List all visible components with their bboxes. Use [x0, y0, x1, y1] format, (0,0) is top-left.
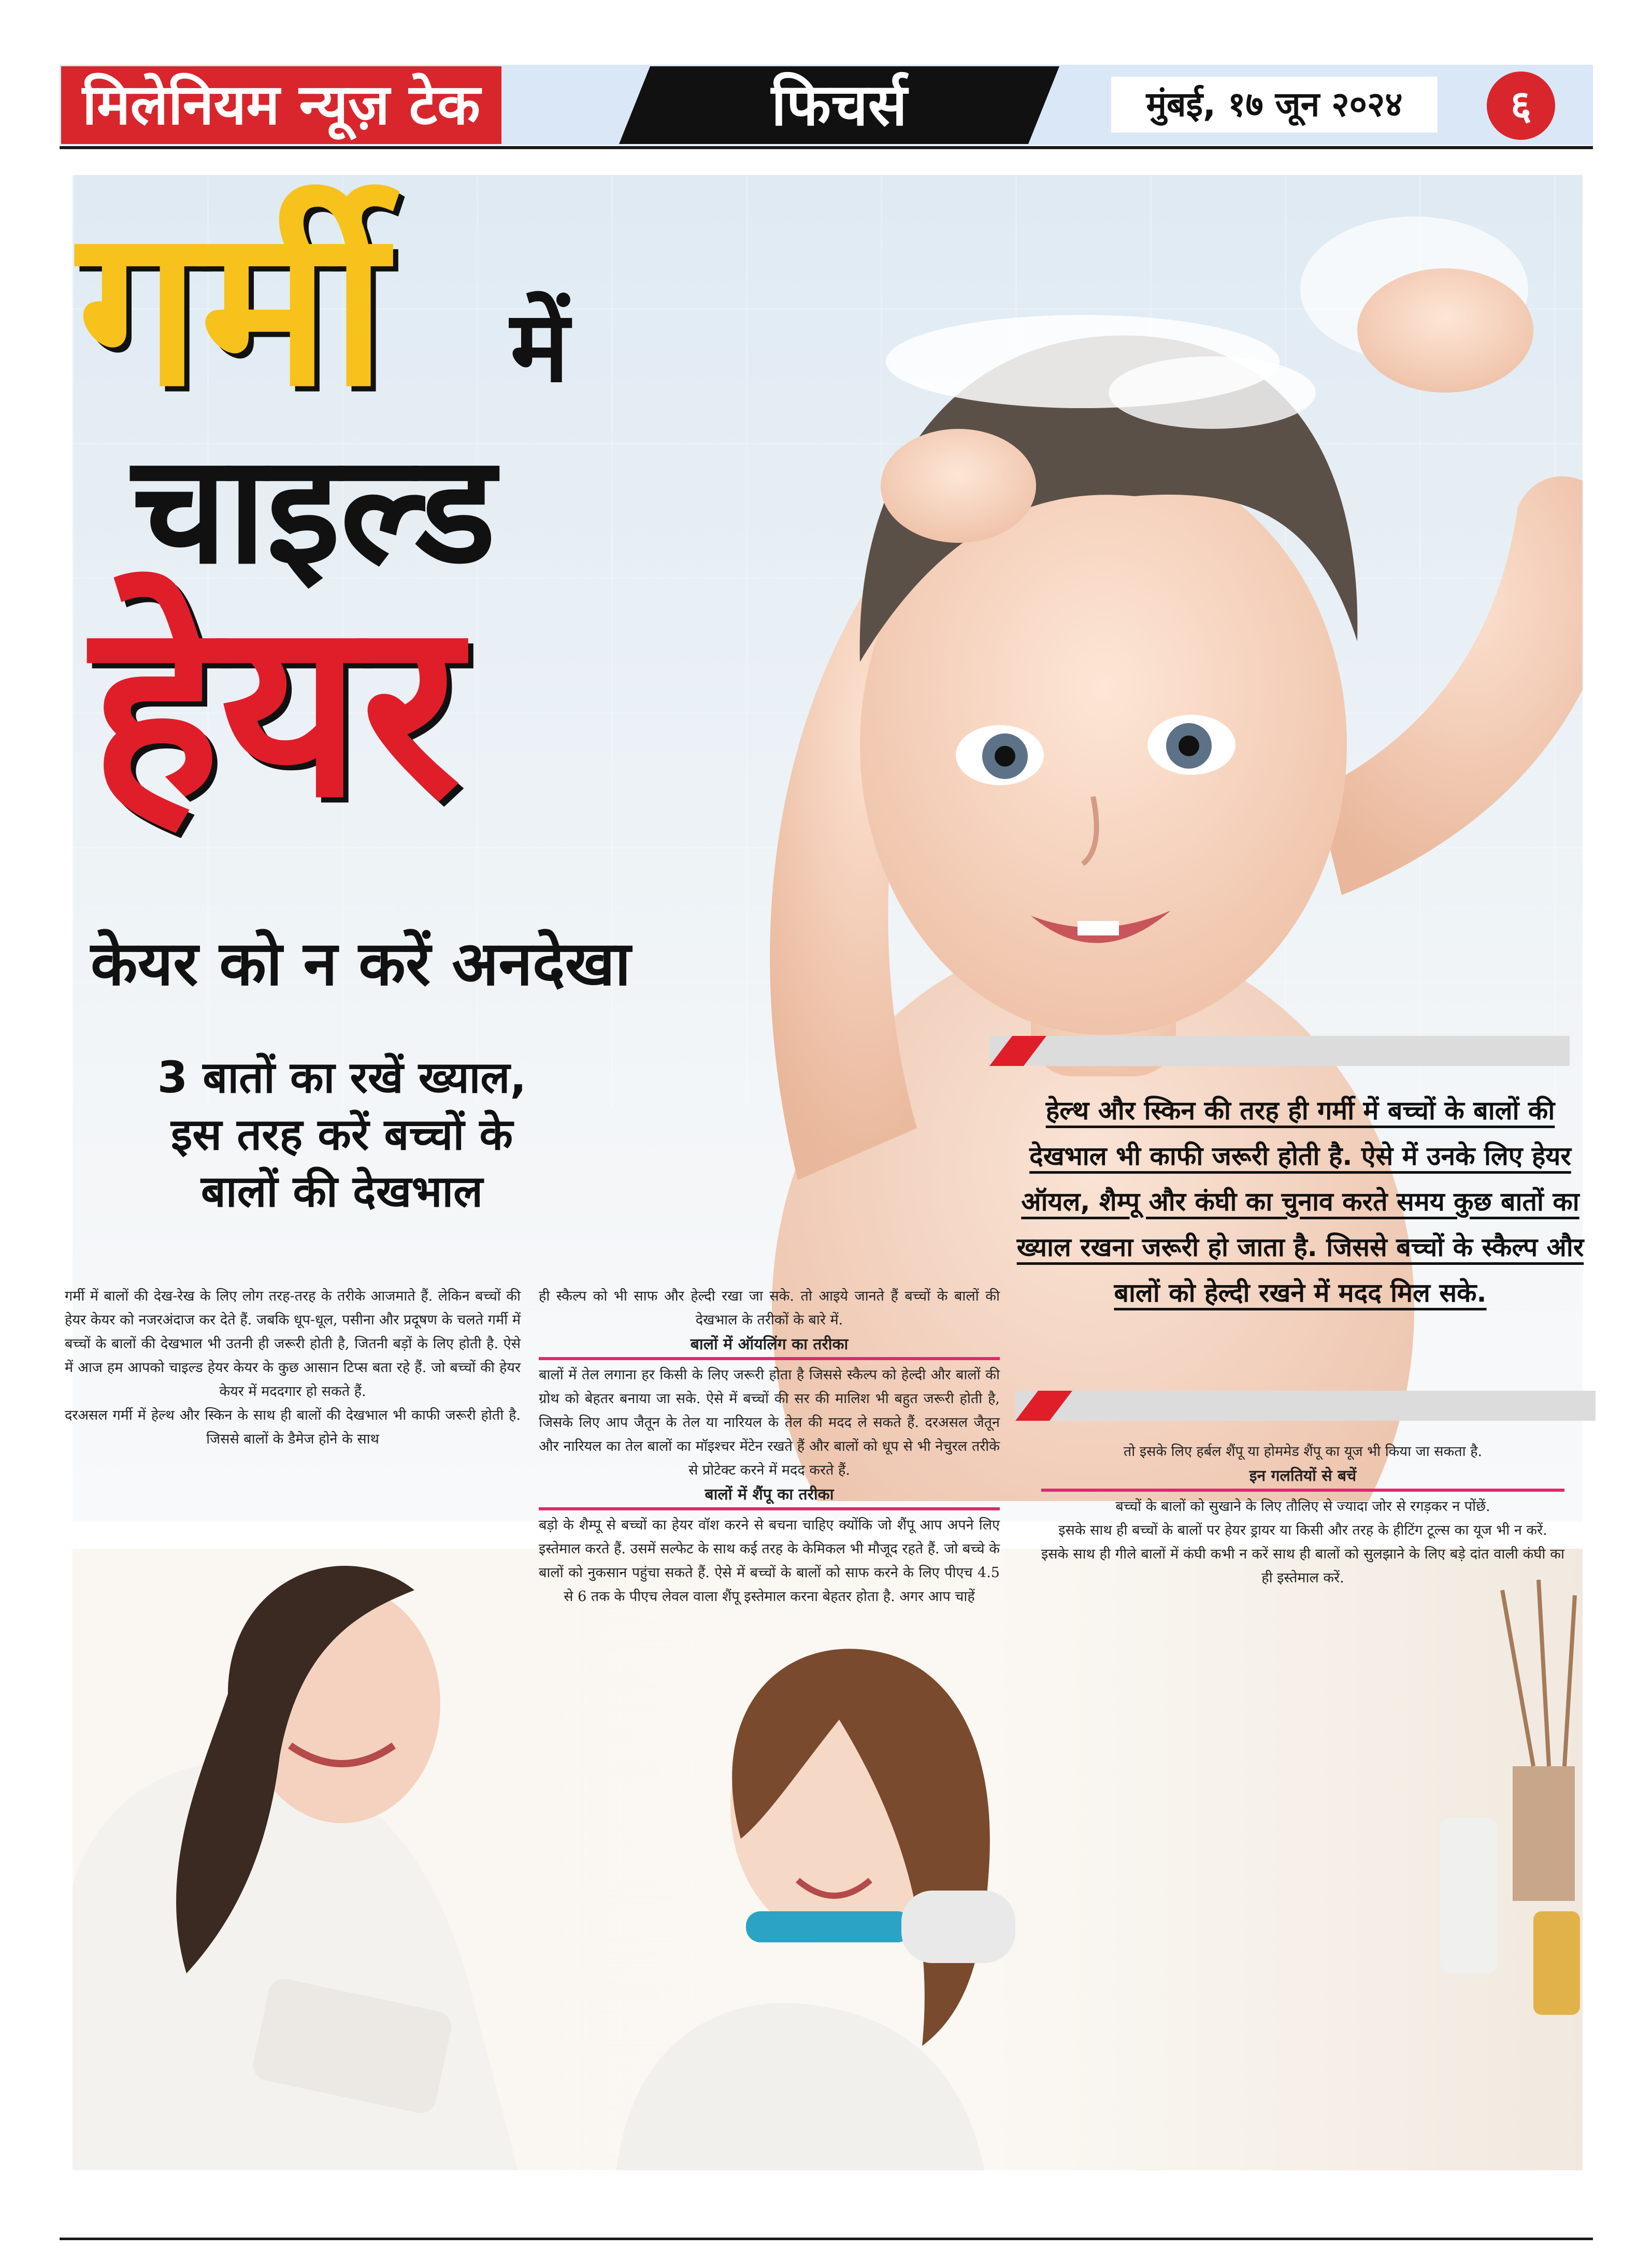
highlight-bar-top — [989, 1036, 1570, 1066]
page-number: ६ — [1510, 82, 1532, 129]
tagline — [88, 1049, 596, 1220]
paragraph: बड़ो के शैम्पू से बच्चों का हेयर वॉश करने से बचना चाहिए क्योंकि जो शैंपू आप अपने लिए इस्तेमाल करते हैं. उसमें सल्फेट के साथ कई तरह के केमिकल भी मौजूद रहते हैं. जो बच्चे के बालों को नुकसान पहुंचा सकते हैं. ऐसे में बच्चों के बालों को साफ करने के लिए पीएच 4.5 से 6 तक के पीएच लेवल वाला शैंपू इस्तेमाल करना बेहतर होता है. अगर आप चाहें — [539, 1517, 1000, 1605]
subheading-oiling: बालों में ऑयलिंग का तरीका — [539, 1334, 1000, 1360]
masthead-rule — [60, 146, 1593, 149]
paragraph: इसके साथ ही बच्चों के बालों पर हेयर ड्रायर या किसी और तरह के हीटिंग टूल्स का यूज भी न करें. — [1058, 1522, 1547, 1538]
paragraph: गर्मी में बालों की देख-रेख के लिए लोग तरह-तरह के तरीके आजमाते हैं. लेकिन बच्चों की हेयर केयर को नजरअंदाज कर देते हैं. जबकि धूप-धूल, पसीना और प्रदूषण के चलते गर्मी में बच्चों के बालों की देखभाल भी उतनी ही जरूरी होती है, जितनी बड़ों के लिए होती है. ऐसे में आज हम आपको चाइल्ड हेयर केयर के कुछ आसान टिप्स बता रहे हैं. जो बच्चों की हेयर केयर में मददगार हो सकते हैं. — [65, 1288, 521, 1400]
paragraph: बच्चों के बालों को सुखाने के लिए तौलिए से ज्यादा जोर से रगड़कर न पोंछें. — [1115, 1498, 1490, 1515]
highlight-bar-bottom — [1015, 1391, 1596, 1421]
article-column-3 — [1041, 1440, 1564, 1590]
headline-line1: गर्मी — [78, 181, 387, 435]
paragraph: इसके साथ ही गीले बालों में कंघी कभी न करें साथ ही बालों को सुलझाने के लिए बड़े दांत वाली कंघी का ही इस्तेमाल करें. — [1041, 1546, 1564, 1586]
paragraph: बालों में तेल लगाना हर किसी के लिए जरूरी होता है जिससे स्कैल्प को हेल्दी और बालों की ग्रोथ को बेहतर बनाया जा सके. ऐसे में बच्चों की सर की मालिश भी बहुत जरूरी होती है, जिसके लिए आप जैतून के तेल या नारियल के तेल की मदद ले सकते हैं. दरअसल जैतून और नारियल का तेल बालों का मॉइश्चर मेंटेन रखते हैं और बालों को धूप से भी नेचुरल तरीके से प्रोटेक्ट करने में मदद करते हैं. — [539, 1367, 1000, 1478]
headline-line1-suffix: में — [510, 290, 569, 404]
mother-daughter-illustration — [73, 1549, 1583, 2170]
subheading-shampoo: बालों में शैंपू का तरीका — [539, 1484, 1000, 1510]
dateline: मुंबई, १७ जून २०२४ — [1146, 84, 1403, 124]
section-label: फिचर्स — [771, 71, 908, 139]
headline-line2: चाइल्ड — [132, 423, 496, 597]
article-column-2 — [539, 1285, 1000, 1609]
subheading-mistakes: इन गलतियों से बचें — [1041, 1466, 1564, 1492]
headline-line4: केयर को न करें अनदेखा — [91, 928, 631, 999]
highlight-text: हेल्थ और स्किन की तरह ही गर्मी में बच्चों के बालों की देखभाल भी काफी जरूरी होती है. ऐसे में उनके लिए हेयर ऑयल, शैम्पू और कंघी का चुनाव करते समय कुछ बातों का ख्याल रखना जरूरी हो जाता है. जिससे बच्चों के स्कैल्प और बालों को हेल्दी रखने में मदद मिल सके. — [1016, 1095, 1584, 1308]
paragraph: दरअसल गर्मी में हेल्थ और स्किन के साथ ही बालों की देखभाल भी काफी जरूरी होती है. जिससे बालों के डैमेज होने के साथ — [65, 1407, 521, 1447]
footer-rule — [60, 2238, 1593, 2240]
article-column-1 — [65, 1285, 521, 1451]
tagline-line: 3 बातों का रखें ख्याल, — [157, 1052, 527, 1103]
paragraph: तो इसके लिए हर्बल शैंपू या होममेड शैंपू का यूज भी किया जा सकता है. — [1123, 1444, 1483, 1460]
headline-line3: हेयर — [91, 568, 461, 851]
mother-daughter-photo — [73, 1549, 1583, 2170]
masthead — [0, 0, 1652, 150]
paragraph: ही स्कैल्प को भी साफ और हेल्दी रखा जा सके. तो आइये जानते हैं बच्चों के बालों की देखभाल के तरीकों के बारे में. — [539, 1288, 1000, 1328]
tagline-line: इस तरह करें बच्चों के — [171, 1109, 513, 1160]
tagline-line: बालों की देखभाल — [200, 1166, 483, 1217]
brand-name[interactable]: मिलेनियम न्यूज़ टेक — [82, 73, 481, 137]
